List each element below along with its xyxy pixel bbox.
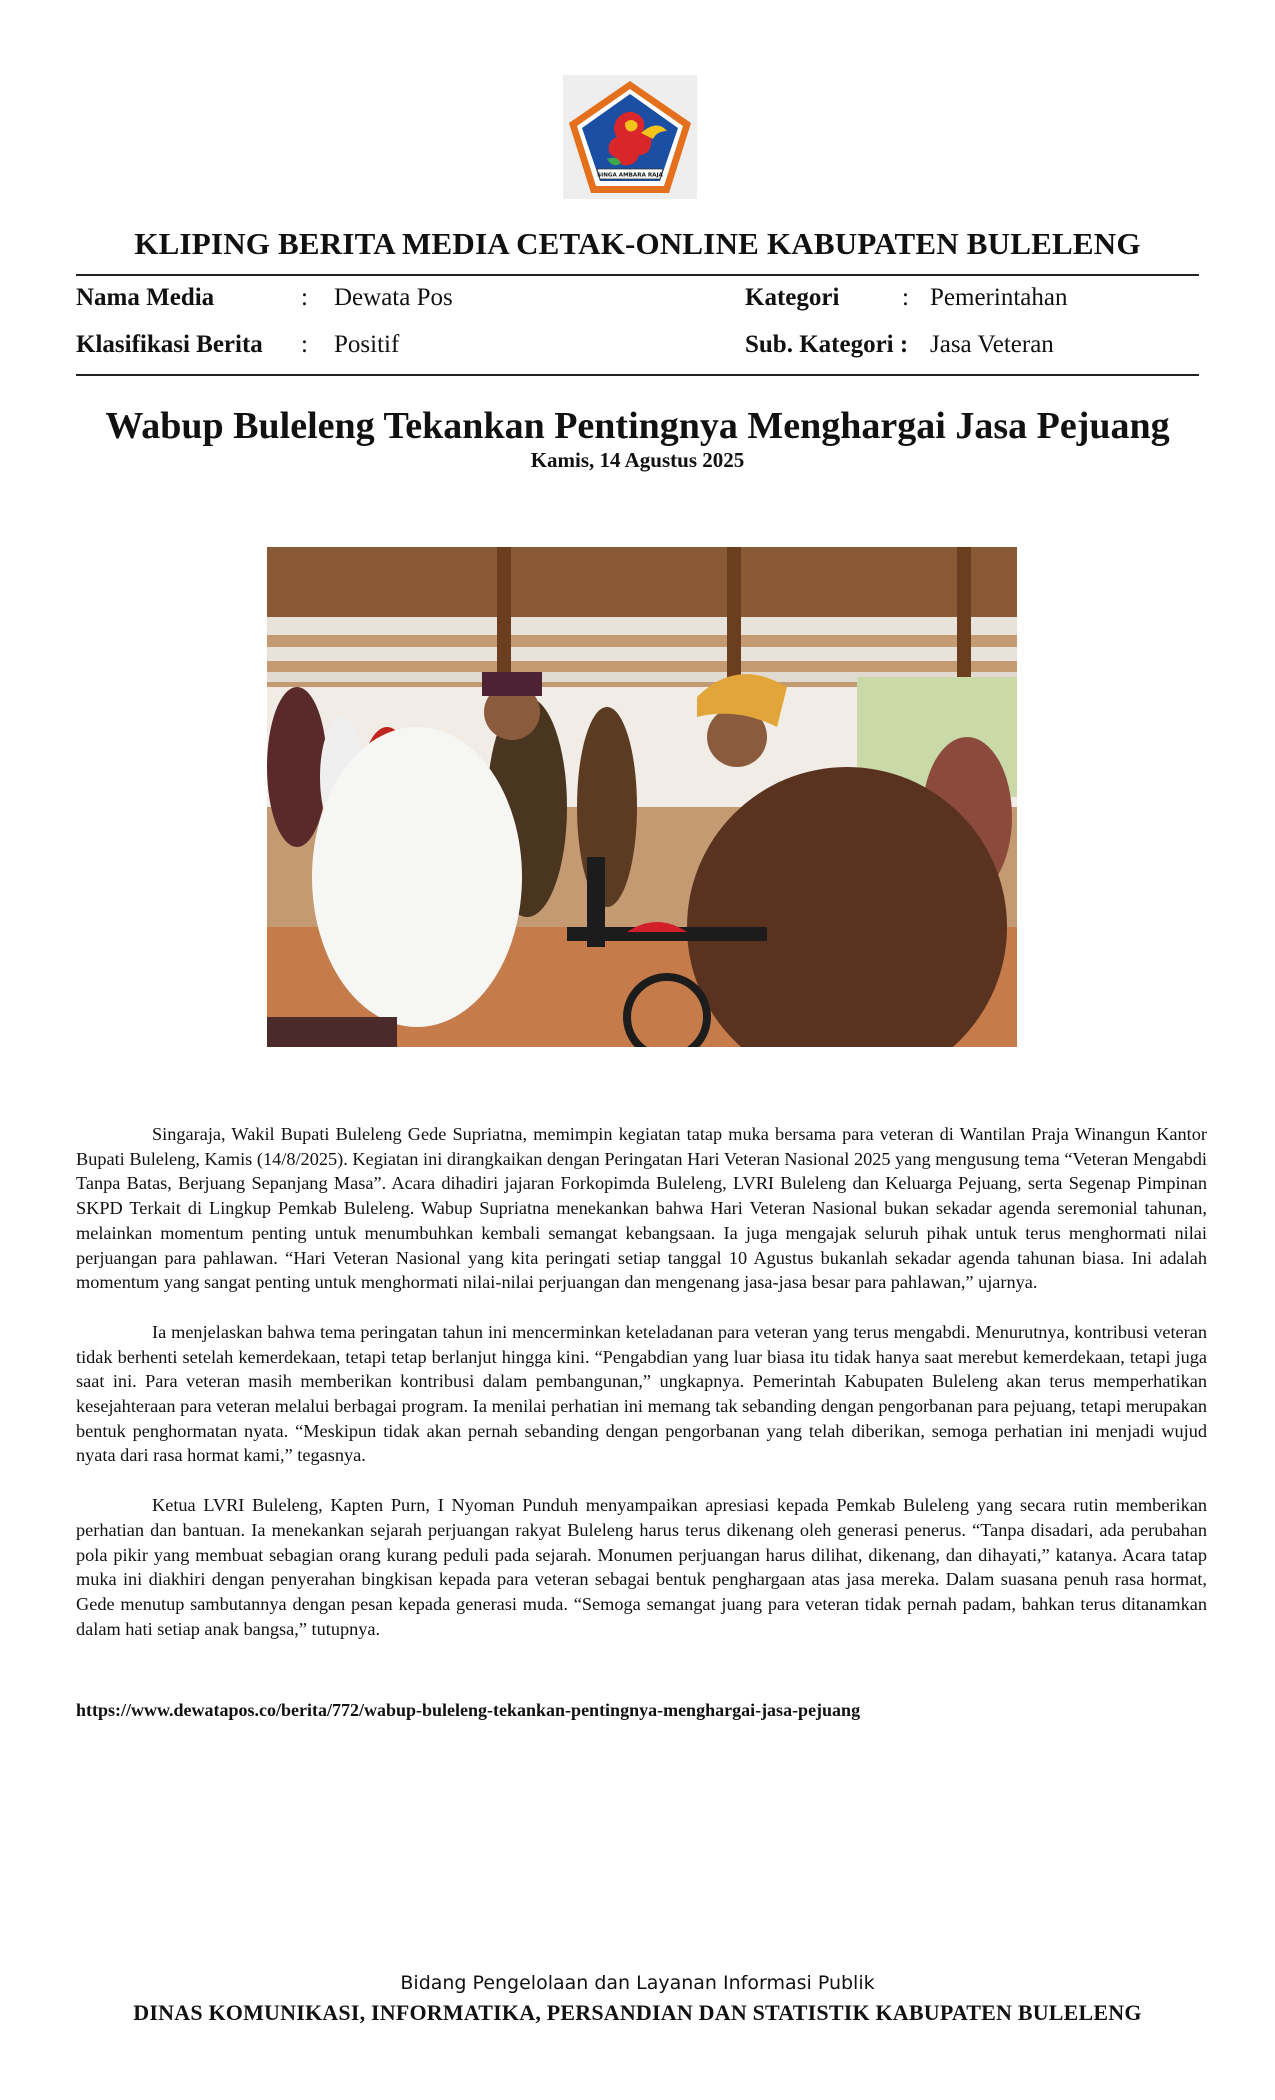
article-body [76,1122,1207,1666]
media-name-separator: : [301,284,308,311]
media-name-label: Nama Media [76,284,215,311]
article-paragraph: Ia menjelaskan bahwa tema peringatan tahun ini mencerminkan keteladanan para veteran yang terus mengabdi. Menurutnya, kontribusi veteran tidak berhenti setelah kemerdekaan, tetapi tetap berlanjut hingga kini. “Pengabdian yang luar biasa itu tidak hanya saat merebut kemerdekaan, tetapi juga saat ini. Para veteran masih memberikan kontribusi dalam pembangunan,” ungkapnya. Pemerintah Kabupaten Buleleng akan terus memperhatikan kesejahteraan para veteran melalui berbagai program. Ia menilai perhatian ini memang tak sebanding dengan pengorbanan para pejuang, tetapi merupakan bentuk penghormatan nyata. “Meskipun tidak akan pernah sebanding dengan pengorbanan yang telah diberikan, semoga perhatian ini menjadi wujud nyata dari rasa hormat kami,” tegasnya. [76,1321,1207,1466]
category-value: Pemerintahan [930,284,1068,311]
media-name-value: Dewata Pos [334,284,453,311]
category-separator: : [902,284,909,311]
document-title: KLIPING BERITA MEDIA CETAK-ONLINE KABUPATEN BULELENG [134,226,1141,261]
article-paragraph: Ketua LVRI Buleleng, Kapten Purn, I Nyoman Punduh menyampaikan apresiasi kepada Pemkab Buleleng yang secara rutin memberikan perhatian dan bantuan. Ia menekankan sejarah perjuangan rakyat Buleleng harus terus dikenang oleh generasi penerus. “Tanpa disadari, ada perubahan pola pikir yang membuat sebagian orang kurang peduli pada sejarah. Monumen perjuangan harus dilihat, dikenang, dan dihayati,” katanya. Acara tatap muka ini diakhiri dengan penyerahan bingkisan kepada para veteran sebagai bentuk penghargaan atas jasa mereka. Dalam suasana penuh rasa hormat, Gede menutup sambutannya dengan pesan kepada generasi muda. “Semoga semangat juang para veteran tidak pernah padam, bahkan terus ditanamkan dalam hati setiap anak bangsa,” tutupnya. [76,1495,1207,1639]
source-link[interactable]: https://www.dewatapos.co/berita/772/wabup-buleleng-tekankan-pentingnya-menghargai-jasa-pejuang [76,1700,861,1720]
news-classification-separator: : [301,331,308,358]
header-divider-bottom [76,374,1199,376]
news-classification-label: Klasifikasi Berita [76,331,263,358]
article-paragraph: Singaraja, Wakil Bupati Buleleng Gede Supriatna, memimpin kegiatan tatap muka bersama para veteran di Wantilan Praja Winangun Kantor Bupati Buleleng, Kamis (14/8/2025). Kegiatan ini dirangkaikan dengan Peringatan Hari Veteran Nasional 2025 yang mengusung tema “Veteran Mengabdi Tanpa Batas, Berjuang Sepanjang Masa”. Acara dihadiri jajaran Forkopimda Buleleng, LVRI Buleleng dan Keluarga Pejuang, serta Segenap Pimpinan SKPD Terkait di Lingkup Pemkab Buleleng. Wabup Supriatna menekankan bahwa Hari Veteran Nasional bukan sekadar agenda seremonial tahunan, melainkan momentum penting untuk menumbuhkan kembali semangat kebangsaan. Ia juga mengajak seluruh pihak untuk terus menghormati nilai perjuangan para pahlawan. “Hari Veteran Nasional yang kita peringati setiap tanggal 10 Agustus bukanlah sekadar agenda tahunan biasa. Ini adalah momentum yang sangat penting untuk menghormati nilai-nilai perjuangan dan mengenang jasa-jasa besar para pahlawan,” ujarnya. [76,1124,1207,1293]
emblem-motto: SINGA AMBARA RAJA [597,172,663,179]
buleleng-regency-emblem [563,75,697,199]
subcategory-value: Jasa Veteran [930,331,1054,358]
article-headline: Wabup Buleleng Tekankan Pentingnya Menghargai Jasa Pejuang [105,405,1170,447]
header-divider-top [76,274,1199,276]
footer-department: Bidang Pengelolaan dan Layanan Informasi Publik [400,1972,875,1994]
news-photo [267,547,1017,1047]
news-classification-value: Positif [334,331,400,358]
subcategory-label: Sub. Kategori : [745,331,909,358]
article-date: Kamis, 14 Agustus 2025 [530,448,745,472]
category-label: Kategori [745,284,840,311]
footer-agency: DINAS KOMUNIKASI, INFORMATIKA, PERSANDIAN DAN STATISTIK KABUPATEN BULELENG [133,2000,1142,2025]
